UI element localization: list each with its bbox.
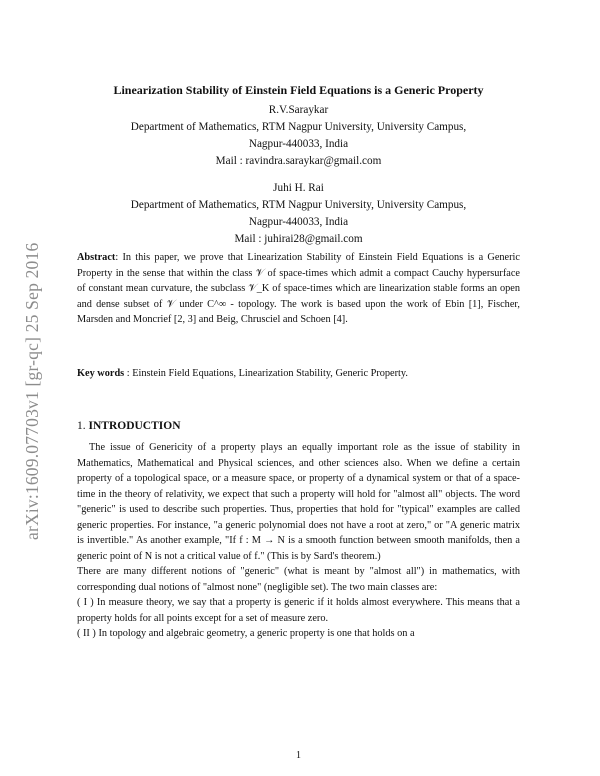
paper-title: Linearization Stability of Einstein Field Equations is a Generic Property [113,83,484,97]
author-email: Mail : ravindra.saraykar@gmail.com [215,155,382,167]
section-number: 1. [77,420,86,432]
page-number: 1 [296,750,301,761]
author-affiliation: Department of Mathematics, RTM Nagpur University, University Campus, [130,121,467,133]
body-paragraph: There are many different notions of "generic" (what is meant by "almost all") in mathematics, with corresponding dual notions of "almost none" (negligible set). The two main classes are: [77,566,520,593]
section-title: INTRODUCTION [88,420,181,432]
author-affiliation: Nagpur-440033, India [248,138,349,150]
body-paragraph: ( I ) In measure theory, we say that a property is generic if it holds almost everywhere. This means that a property holds for all points except for a set of measure zero. [77,597,520,624]
keywords-label: Key words [77,368,125,379]
author-affiliation: Nagpur-440033, India [248,216,349,228]
abstract [77,250,520,328]
abstract-text: : In this paper, we prove that Linearization Stability of Einstein Field Equations is a Generic Property in the sense that within the class 𝒱 of space-times which admit a compact Cauchy hypersurface of constant mean curvature, the subclass 𝒱_K of space-times which are linearization stable forms an open and dense subset of 𝒱 under C^∞ - topology. The work is based upon the work of Ebin [1], Fischer, Marsden and Moncrief [2, 3] and Beig, Chrusciel and Schoen [4]. [77,252,520,326]
body-paragraph: The issue of Genericity of a property plays an equally important role as the issue of stability in Mathematics, Mathematical and Physical sciences, and other sciences also. When we define a certain property of a topological space, or a measure space, or property of a dynamical system or that of a space-time in the theory of relativity, we expect that such a property will hold for "almost all" objects. The word "generic" is used to describe such properties. Thus, properties that hold for "typical" examples are called generic properties. For instance, "a generic polynomial does not have a root at zero," or "A generic matrix is invertible." As another example, "If f : M → N is a smooth function between smooth manifolds, then a generic point of N is not a critical value of f." (This is by Sard's theorem.) [77,442,520,562]
author-block-2 [77,180,520,248]
keywords-text: : Einstein Field Equations, Linearization Stability, Generic Property. [124,368,408,379]
arxiv-identifier-stamp: arXiv:1609.07703v1 [gr-qc] 25 Sep 2016 [22,242,42,540]
body-paragraph: ( II ) In topology and algebraic geometry, a generic property is one that holds on a [77,628,415,639]
abstract-label: Abstract [77,252,116,263]
author-block-1 [77,102,520,170]
author-name: R.V.Saraykar [268,104,329,116]
author-email: Mail : juhirai28@gmail.com [234,233,363,245]
keywords [77,368,520,379]
section-heading [77,420,181,432]
author-name: Juhi H. Rai [273,182,324,194]
author-affiliation: Department of Mathematics, RTM Nagpur University, University Campus, [130,199,467,211]
section-body [77,440,520,642]
